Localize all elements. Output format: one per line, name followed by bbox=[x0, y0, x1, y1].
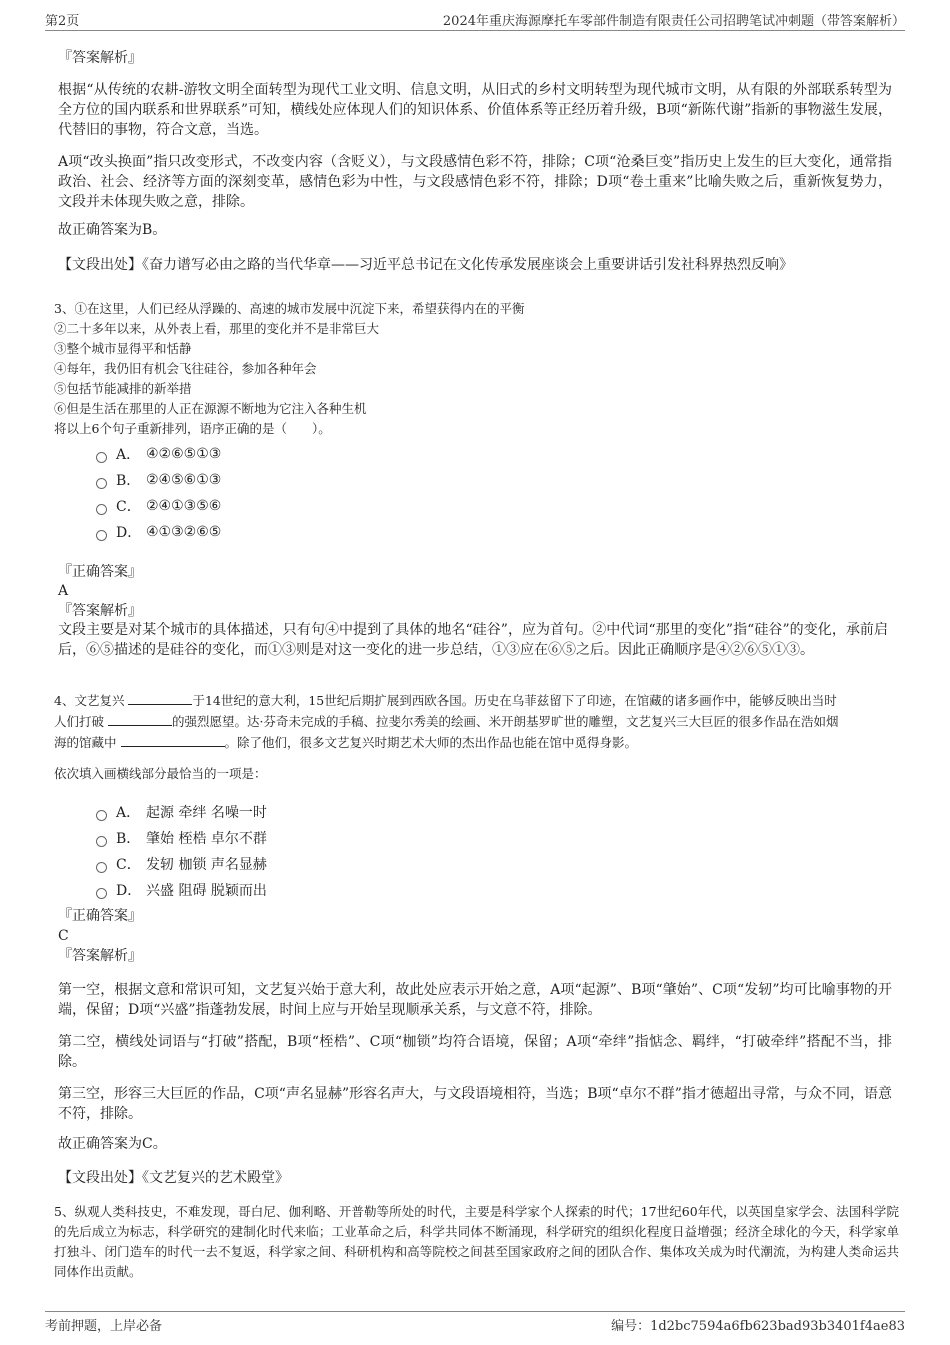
question-prompt: 依次填入画横线部分最恰当的一项是： bbox=[54, 766, 267, 781]
option-d[interactable]: D． ④①③②⑥⑤ bbox=[96, 522, 221, 542]
analysis-paragraph: 文段主要是对某个城市的具体描述，只有句④中提到了具体的地名“硅谷”，应为首句。②中代词“那里的变化”指“硅谷”的变化，承前启后，⑥⑤描述的是硅谷的变化，而①③则是对这一变化的进一步总结，①③应在⑥⑤之后。因此正确顺序是④②⑥⑤①③。 bbox=[58, 622, 888, 658]
sentence-line: ⑥但是生活在那里的人正在源源不断地为它注入各种生机 bbox=[54, 401, 367, 416]
fill-blank-2[interactable] bbox=[108, 711, 172, 726]
analysis-paragraph: 第一空，根据文意和常识可知，文艺复兴始于意大利，故此处应表示开始之意，A项“起源”、B项“肇始”、C项“发轫”均可比喻事物的开端，保留；D项“兴盛”指蓬勃发展，时间上应与开始呈现顺承关系，与文意不符，排除。 bbox=[58, 982, 892, 1018]
radio-button-icon[interactable] bbox=[96, 888, 107, 899]
option-a[interactable]: A． 起源 牵绊 名噪一时 bbox=[96, 802, 267, 822]
analysis-paragraph: A项“改头换面”指只改变形式，不改变内容（含贬义），与文段感情色彩不符，排除；C项“沧桑巨变”指历史上发生的巨大变化，通常指政治、社会、经济等方面的深刻变革，感情色彩为中性，与文段感情色彩不符，排除；D项“卷土重来”比喻失败之后，重新恢复势力，文段并未体现失败之意，排除。 bbox=[58, 154, 892, 210]
question-prompt: 将以上6个句子重新排列，语序正确的是（ ）。 bbox=[54, 421, 331, 436]
fill-blank-1[interactable] bbox=[128, 690, 192, 705]
sentence-line: ⑤包括节能减排的新举措 bbox=[54, 381, 192, 396]
option-a[interactable]: A． ④②⑥⑤①③ bbox=[96, 444, 221, 464]
page-footer bbox=[45, 1311, 905, 1334]
page-header bbox=[45, 8, 905, 31]
radio-button-icon[interactable] bbox=[96, 862, 107, 873]
correct-answer-value: A bbox=[58, 583, 69, 599]
footer-slogan: 考前押题，上岸必备 bbox=[45, 1319, 163, 1334]
question-5-stem: 5、纵观人类科技史，不难发现，哥白尼、伽利略、开普勒等所处的时代，主要是科学家个人探索的时代；17世纪60年代，以英国皇家学会、法国科学院的先后成立为标志，科学研究的建制化时代来临；工业革命之后，科学共同体不断涌现，科学研究的组织化程度日益增强；经济全球化的今天，科学家单打独斗、闭门造车的时代一去不复返，科学家之间、科研机构和高等院校之间甚至国家政府之间的团队合作、集体攻关成为时代潮流，为构建人类命运共同体作出贡献。 bbox=[54, 1204, 899, 1279]
analysis-heading: 『答案解析』 bbox=[58, 50, 142, 66]
fill-blank-3[interactable] bbox=[121, 732, 225, 747]
analysis-paragraph: 第三空，形容三大巨匠的作品，C项“声名显赫”形容名声大，与文段语境相符，当选；B项“卓尔不群”指才德超出寻常，与众不同，语意不符，排除。 bbox=[58, 1086, 892, 1122]
option-c[interactable]: C． 发轫 枷锁 声名显赫 bbox=[96, 854, 267, 874]
analysis-heading: 『答案解析』 bbox=[58, 603, 142, 619]
correct-answer-heading: 『正确答案』 bbox=[58, 564, 142, 580]
source-citation: 【文段出处】《文艺复兴的艺术殿堂》 bbox=[58, 1170, 289, 1186]
question-4-stem: 4、文艺复兴 于14世纪的意大利，15世纪后期扩展到西欧各国。历史在乌菲兹留下了印迹，在馆藏的诸多画作中，能够反映出当时 人们打破 的强烈愿望。达·芬奇未完成的手稿、拉斐尔秀美的绘画、米开朗基罗旷世的雕塑，文艺复兴三大巨匠的很多作品在浩如烟 海的馆藏中 。除了他们，很多文艺复兴时期艺术大师的杰出作品也能在馆中觅得身影。 bbox=[54, 690, 899, 753]
document-title: 2024年重庆海源摩托车零部件制造有限责任公司招聘笔试冲刺题（带答案解析） bbox=[442, 13, 905, 29]
radio-button-icon[interactable] bbox=[96, 836, 107, 847]
sentence-line: ④每年，我仍旧有机会飞往硅谷，参加各种年会 bbox=[54, 361, 317, 376]
radio-button-icon[interactable] bbox=[96, 810, 107, 821]
analysis-heading: 『答案解析』 bbox=[58, 948, 142, 964]
option-b[interactable]: B． ②④⑤⑥①③ bbox=[96, 470, 221, 490]
answer-conclusion: 故正确答案为C。 bbox=[58, 1136, 167, 1152]
answer-conclusion: 故正确答案为B。 bbox=[58, 222, 167, 238]
radio-button-icon[interactable] bbox=[96, 530, 107, 541]
sentence-line: ②二十多年以来，从外表上看，那里的变化并不是非常巨大 bbox=[54, 321, 380, 336]
sentence-line: 3、①在这里，人们已经从浮躁的、高速的城市发展中沉淀下来，希望获得内在的平衡 bbox=[54, 301, 525, 316]
document-id: 编号：1d2bc7594a6fb623bad93b3401f4ae83 bbox=[611, 1319, 905, 1334]
sentence-line: ③整个城市显得平和恬静 bbox=[54, 341, 192, 356]
page-number: 第2页 bbox=[45, 13, 80, 29]
radio-button-icon[interactable] bbox=[96, 478, 107, 489]
option-d[interactable]: D． 兴盛 阻碍 脱颖而出 bbox=[96, 880, 267, 900]
radio-button-icon[interactable] bbox=[96, 452, 107, 463]
option-c[interactable]: C． ②④①③⑤⑥ bbox=[96, 496, 221, 516]
radio-button-icon[interactable] bbox=[96, 504, 107, 515]
correct-answer-heading: 『正确答案』 bbox=[58, 908, 142, 924]
correct-answer-value: C bbox=[58, 928, 69, 944]
option-b[interactable]: B． 肇始 桎梏 卓尔不群 bbox=[96, 828, 267, 848]
question-3-stem bbox=[54, 299, 524, 439]
source-citation: 【文段出处】《奋力谱写必由之路的当代华章——习近平总书记在文化传承发展座谈会上重要讲话引发社科界热烈反响》 bbox=[58, 257, 793, 273]
analysis-paragraph: 第二空，横线处词语与“打破”搭配，B项“桎梏”、C项“枷锁”均符合语境，保留；A项“牵绊”指惦念、羁绊，“打破牵绊”搭配不当，排除。 bbox=[58, 1034, 892, 1070]
analysis-paragraph: 根据“从传统的农耕-游牧文明全面转型为现代工业文明、信息文明，从旧式的乡村文明转型为现代城市文明，从有限的外部联系转型为全方位的国内联系和世界联系”可知，横线处应体现人们的知识体系、价值体系等正经历着升级，B项“新陈代谢”指新的事物滋生发展，代替旧的事物，符合文意，当选。 bbox=[58, 82, 892, 138]
